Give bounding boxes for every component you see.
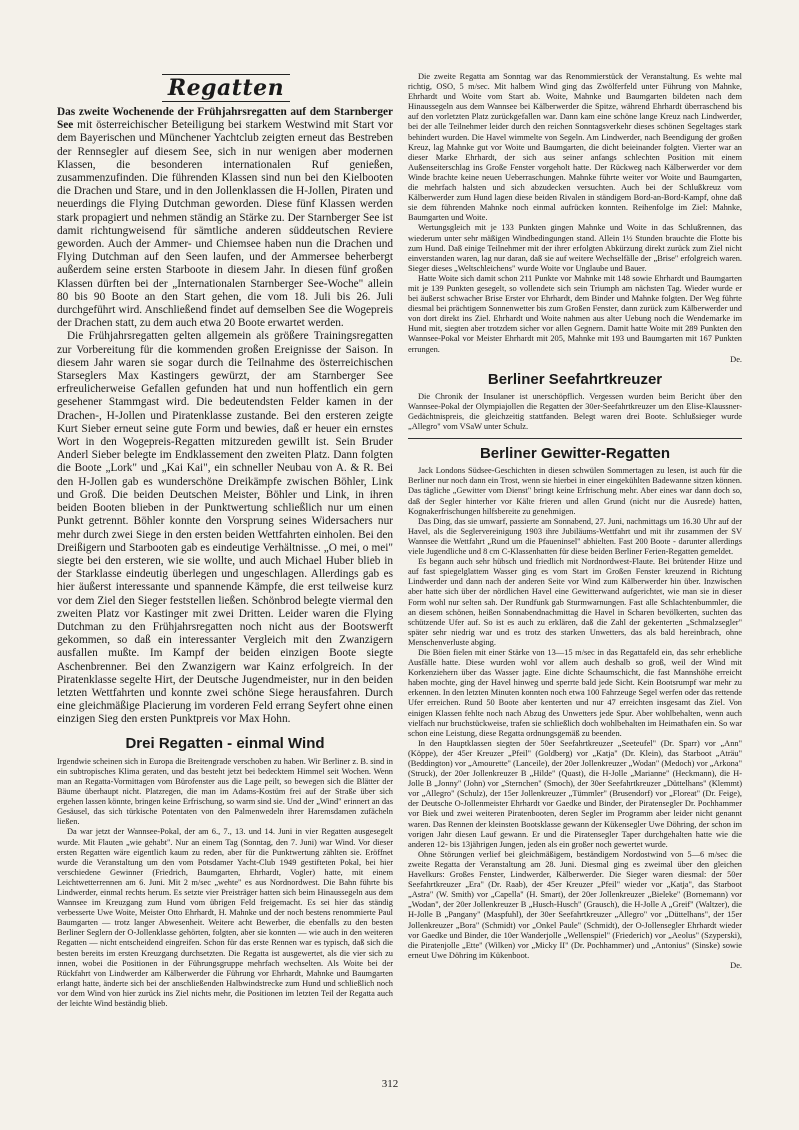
paragraph: Da war jetzt der Wannsee-Pokal, der am 6., 7., 13. und 14. Juni in vier Regatten ausgesegelt wurde. Mit Flauten „wie gehabt". Nur an einem Tag (Sonntag, den 7. Juni) war Wind. Vor dieser ersten Regatten wäre eigentlich kaum zu reden, aber für die Punktwertung zählten sie. Eröffnet wurde die Veranstaltung um den vom Potsdamer Yacht-Club 1949 gestifteten Pokal, bei hier verschiedene Gewinner (Friedrich, Baumgarten, Ehrhardt, Vogler) hatte, mit einem Leichtwetterrennen am 6. Juni. Mit 2 m/sec „wehte" es aus Nordnordwest. Die Bahn führte bis Lindwerder, einmal rechts herum. Es setzte vier Preisträger hatten sich beim Hinaussegeln aus dem Wannsee im Kreuzgang zum Hund vom übrigen Feld freigemacht. Es sei hier das ständig verbesserte Uwe Woite, Meister Otto Ehrhardt, H. Mahnke und der noch bestens renommierte Paul Baumgarten — trotz langer Abwesenheit. Weitere acht Bewerber, die ebenfalls zu den besten Berliner Seglern der O-Jollenklasse gehörten, folgten, aber sie konnten — wie auch in den weiteren Regatten — nicht entscheidend eingreifen. Schon für das erste Rennen war es typisch, daß sich die besten bereits im ersten Kreuzgang durchsetzten. Die Regatta ist ausgewertet, als die vier sich zu innen, wobei die Positionen in der Führungsgruppe mehrfach wechselten. Als Woite bei der Rückfahrt von Lindwerder am Kälberwerder die Führung vor Ehrhardt, Mahnke und Baumgarten erlangt hatte, änderte sich bei der anschließenden Halbwindstrecke zum Hund und schließlich noch vor dem Wind von hier zurück ins Ziel nichts mehr, die Positionen im letzten Teil der Regatta auch der leichte Wind beständig blieb.: [57, 827, 393, 1008]
divider: [408, 438, 742, 439]
logo-text: Regatten: [167, 75, 285, 101]
paragraph: Hatte Woite sich damit schon 211 Punkte vor Mahnke mit 148 sowie Ehrhardt und Baumgarten mit je 139 Punkten gesegelt, so vollendete sich sein Triumph am nächsten Tag. Wieder wurde er bei äußerst schwacher Brise Erster vor Ehrhardt, dem Binder und Mahnke folgten. Der Weg führte diesmal bei prächtigem Sonnenwetter bis zum Großen Fenster, dann zurück zum Kälberwerder und von dort direkt ins Ziel. Ehrhardt und Woite nahmen aus alter Uebung noch die Wendemarke im Hund mit, siegten aber trotzdem sicher vor allen Gegnern. Damit hatte Woite mit 289 Punkten den Wannsee-Pokal vor Meister Ehrhardt mit 205, Mahnke mit 193 und Baumgarten mit 167 Punkten errungen.: [408, 273, 742, 354]
paragraph: Ohne Störungen verlief bei gleichmäßigem, beständigem Nordostwind von 5—6 m/sec die zweite Regatta der Veranstaltung am 28. Juni. Diesmal ging es zweimal über den gleichen Havelkurs: Großes Fenster, Lindwerder, Kälberwerder. Die Sieger waren diesmal: der 50er Seefahrtkreuzer „Era" (Dr. Raab), der 45er Kreuzer „Pfeil" wieder vor „Katja", das Starboot „Astra" (W. Smith) vor „Capella" (H. Smart), der 20er Jollenkreuzer „Bieleke" (Bornemann) vor „Wodan", der 20er Jollenkreuzer B „Husch-Husch" (Grausch), die H-Jolle A „Greif" (Waltzer), die H-Jolle B „Pangany" (Maspfuhl), der 30er Seefahrtkreuzer „Allegro" vor „Düttelhans", der 15er Jollenkreuzer „Bora" (Schmidt) vor „Onkel Paule" (Schmidt), der O-Jollensegler Ehrhardt wieder vor Gaedke und Binder, die 10er Wanderjolle „Wellenspiel" (Friederich) vor „Aeolus" (Szyperski), die Piratenjolle „Ette" (Wilken) vor „Micky II" (Dr. Pochhammer) und „Antonius" (Sinske) sowie erneut Uwe Döhring im Kükenboot.: [408, 849, 742, 960]
author-sign: De.: [730, 354, 742, 364]
paragraph: In den Hauptklassen siegten der 50er Seefahrtkreuzer „Seeteufel" (Dr. Sparr) vor „Ann" (Köppe), der 45er Kreuzer „Pfeil" (Goldberg) vor „Katja" (Dr. Klein), das Starboot „Aträu" (Beddington) vor „Amourette" (Lanceile), der 20er Jollenkreuzer „Wodan" (Medoch) vor „Arkona" (Struck), der 20er Jollenkreuzer B „Hilde" (Quast), die H-Jolle „Marianne" (Heckmann), die H-Jolle B „Jonny" (John) vor „Sternchen" (Smoch), der 30er Seefahrtkreuzer „Düttelhans" (Klemmt) vor „Allegro" (Schulz), der 15er Jollenkreuzer „Tümmler" (Brusendorf) vor „Floreat" (Dr. Feige), der Deutsche O-Jollenmeister Ehrhardt vor Gaedke und Binder, der Piratensegler Dr. Pochhammer vor Biek und zwei weiteren Piratenbooten, deren Segler im Programm aber leider nicht genannt waren. Das Rennen der kleinsten Bootsklasse gewann der Kükensegler Uwe Döhring, der schon im vorigen Jahr diesen Lauf gewann. Er und die Piratensegler Taper durchgehalten hatte wie die anderen 12- bis 13jährigen Jungen, jeden als ein großer noch gewertet wurde.: [408, 738, 742, 849]
page-number: 312: [381, 1078, 399, 1090]
lead-body: mit österreichischer Beteiligung bei starkem Westwind mit Start vor dem Bayerischen und Münchener Yachtclub zeigten erneut das Bestreben der Rennsegler auf diesem See, sich in nur wenigen aber modernen Klassen, die besonderen internationalen Ruf genießen, zusammenzufinden. Die führenden Klassen sind nun bei den Kielbooten die Drachen und Stare, und in den Jollenklassen die H-Jollen, Piraten und neuerdings die Flying Dutchman geworden. Diese fünf Klassen werden stark propagiert und nehmen ständig an Stärke zu. Der Starnberger See ist damit richtungweisend für sämtliche anderen süddeutschen Reviere geworden. Auch der Ammer- und Chiemsee haben nun die Drachen und Flying Dutchman auf den Seen laufen, und der Ammersee beherbergt außerdem seine ersten Starboote in diesem Jahr. In diesen fünf großen Klassen dürften bei der „Internationalen Starnberger See-Woche" allein 80 bis 90 Boote an den Start gehen, die vom 18. Juli bis 26. Juli durchgeführt wird. Anschließend findet auf demselben See die Wogepreis der Drachen statt, zu dem auch etwa 20 Boote erwartet werden.: [57, 119, 393, 330]
left-column: [57, 106, 393, 1130]
article-body: [57, 757, 393, 1009]
paragraph: Das Ding, das sie umwarf, passierte am Sonnabend, 27. Juni, nachmittags um 16.30 Uhr auf der Havel, als die Seglervereinigung 1903 ihre Jubiläums-Wettfahrt und mit ihr zusammen der SV Wannsee die Wettfahrt „Rund um die Pfaueninsel" abhielten. Fast 200 Boote - darunter allerdings viele Jugendliche und 8 cm C-Klassenhatten für diese beiden Berliner Ferien-Regatten gemeldet.: [408, 516, 742, 557]
lead-paragraph: [57, 106, 393, 330]
article-heading: Drei Regatten - einmal Wind: [125, 734, 325, 752]
paragraph: Die Böen fielen mit einer Stärke von 13—15 m/sec in das Regattafeld ein, das sehr erhebliche Ausfälle hatte. Diese wurden wohl vor allem auch deshalb so groß, weil der Wind mit Korkenziehern über das Wasser jagte. Eine dichte Schaumschicht, die fast Mannshöhe erreicht haben mochte, ging der Havel hinweg und sperrte bald jede Sicht. Kein Bootsrumpf war mehr zu erkennen. In den letzten Minuten konnten noch etwa 100 Fahrzeuge Segel werfen oder das rettende Ufer erreichen. Rund 50 Boote aber kenterten und nur 47 erreichten insgesamt das Ziel. Von einigen Klassen fehlte noch nach Abzug des Unwetters jede Spur. Aber wohlbehalten, wenn auch vielfach nur bruchstückweise, trafen sie schließlich doch wohlbehalten im Heimathafen ein. So war schon eine Leistung, diese Regatta ordnungsgemäß zu beenden.: [408, 647, 742, 738]
paragraph: Die Chronik der Insulaner ist unerschöpflich. Vergessen wurden beim Bericht über den Wannsee-Pokal der Olympiajollen die Regatten der 30er-Seefahrtkreuzer um den Elise-Klaussner-Gedächtnispreis, die gleichzeitig stattfanden. Belegt waren drei Boote. Schlußsieger wurde „Allegro" vom VSaW unter Schulz.: [408, 391, 742, 432]
right-column: [408, 72, 742, 1096]
section-logo: [162, 74, 290, 102]
author-sign: De.: [730, 960, 742, 970]
paragraph: Jack Londons Südsee-Geschichten in diesen schwülen Sommertagen zu lesen, ist auch für die Berliner nur noch dann ein Trost, wenn sie hierbei in einer eingekühlten Badewanne sitzen können. Das tägliche „Gewitter vom Dienst" bringt keine Erfrischung mehr. Aber eines war dann doch so, daß der Segler hinterher vor Kälte frieren und allen Grund (nicht nur die Ausrede) hatten, Kognakerfrischungen hilfsbereite zu genehmigen.: [408, 466, 742, 516]
paragraph: Es begann auch sehr hübsch und friedlich mit Nordnordwest-Flaute. Bei brütender Hitze und auf fast spiegelglattem Wasser ging es vom Start im Großen Fenster kreuzend in Richtung Lindwerder und dann nach der anderen Seite vor Wind zum Kälberwerder hin über. Inzwischen aber hatte sich über der nördlichen Havel eine Gewitterwand aufgerichtet, wie man sie in dieser Form wohl nur selten sah. Der Rundfunk gab Sturmwarnungen. Fast alle Schlachtenbummler, die an diesem schönen, heißen Sonnabendnachmittag die Havel in Scharen bevölkerten, suchten das schützende Ufer auf. So ist es auch zu erklären, daß die Zahl der gekenterten „Schmalzsegler" später sehr niedrig war und es trotz des starken Unwetters, das als bald hereinbrach, ohne Menschenverluste abging.: [408, 557, 742, 647]
paragraph: Die Frühjahrsregatten gelten allgemein als größere Trainingsregatten zur Vorbereitung für die kommenden großen Ereignisse der Saison. In diesem Jahr waren sie sogar durch die Teilnahme des österreichischen Starseglers Max Kastingers gewürzt, der am Starnberger See erfreulicherweise Gefallen gefunden hat und nun hoffentlich ein gern gesehener Stammgast wird. Die bedeutendsten Felder kamen in der Drachen-, H-Jollen und Piratenklasse zustande. Bei den ersteren zeigte Kurt Sieber erneut seine gute Form und bewies, daß er heuer ein ernstes Wort in den Wogepreis-Regatten mitzureden gewillt ist. Sein Bruder Anderl Sieber belegte im Endklassement den zweiten Platz. Dann folgten die Boote „Lork" und „Kai Kai", ein schneller Neubau von A. & R. Bei den H-Jollen gab es wunderschöne Dreikämpfe zwischen Böhler, Link und Groß. Die beiden Deutschen Meister, Böhler und Link, in ihren beiden Booten blieben in der Punktwertung schließlich nur um einen Punkt getrennt. Böhler konnte den Vorsprung seines Widersachers nur mehr durch zwei Siege in den ersten beiden Wettfahrten einholen. Bei den Dreißigern und Starbooten gab es eindeutige Verhältnisse. „O mei, o mei" siegte bei den ersteren, wie sie wollte, und auch Michael Huber blieb in der Starklasse eindeutig überlegen und ungeschlagen. Allerdings gab es hier äußerst interessante und spannende Kämpfe, die erst teilweise kurz vor dem Ziel den Sieger feststellen ließen. Schönbrod belegte viermal den zweiten Platz vor Kastinger mit zwei Dritten. Leider waren die Flying Dutchman zu den Frühjahrsregatten noch nicht aus der Bootswerft gekommen, so daß ein interessanter Vergleich mit den Zwanzigern ausfallen mußte. Im Kampf der beiden einzigen Boote siegte Aschenbrenner. Bei den Zwanzigern war Kainz erfolgreich. In der Piratenklasse segelte Hirt, der Deutsche Jugendmeister, nur in den beiden letzten Wettfahrten und konnte zwei schöne Siege herausfahren. Durch eine gleichmäßige Placierung im vorderen Feld errang Seyfert ohne einen einzigen Sieg den ersten Punktpreis vor Max Hohn.: [57, 330, 393, 726]
lead-text: Das zweite Wochenende der Frühjahrsregatten auf dem Starnberger See: [57, 106, 393, 132]
article-heading: Berliner Seefahrtkreuzer: [487, 370, 663, 388]
paragraph: Wertungsgleich mit je 133 Punkten gingen Mahnke und Woite in das Schlußrennen, das wiederum unter sehr mäßigen Windbedingungen stand. Allein 1½ Stunden brauchte die Flotte bis zum Hund. Daß einige Teilnehmer mit der ihrer erfolgten Abkürzung direkt zurück zum Ziel nicht einverstanden waren, lag nur daran, daß sie auf weitere Wechselfälle der „Brise" erfolgreich waren. Sieger dieses „Weltschleichens" wurde Woite vor Unglaube und Bauer.: [408, 223, 742, 273]
paragraph: Irgendwie scheinen sich in Europa die Breitengrade verschoben zu haben. Wir Berliner z. B. sind in ein subtropisches Klima geraten, und das besteht jetzt bei bedecktem Himmel seit Wochen. Wenn man an Regatta-Vormittagen vom Bürofenster aus die Lage peilt, so bewegen sich die Blätter der Bäume überhaupt nicht. Platzregen, die man im Adams-Kostüm frei auf der Straße über sich ergehen lassen könnte, bringen keine Erfrischung, so warm sind sie. Und der „Wind" erinnert an das Gesäusel, das sich türkische Potentaten von den Palmenwedeln ihrer Haremsdamen zufächeln ließen.: [57, 756, 393, 827]
paragraph: Die zweite Regatta am Sonntag war das Renommierstück der Veranstaltung. Es wehte mal richtig, OSO, 5 m/sec. Mit halbem Wind ging das Zwölferfeld unter Führung von Mahnke, Ehrhardt und Woite vom Start ab. Woite, Mahnke und Baumgarten bildeten nach dem Hinaussegeln aus dem Wannsee bei Kälberwerder die Spitze, während Ehrhardt überraschend bis auf den vorletzten Platz zurückgefallen war. Dann kam eine schöne lange Kreuz nach Lindwerder, bei der alle Teilnehmer leider durch den reichen Sonntagsverkehr dieses schönen Segeltages stark behindert wurden. Die Havel wimmelte von Segeln. Am Lindwerder, nach Beendigung der großen Kreuz, lag Mahnke gut vor Woite und Baumgarten, die dicht beieinander folgten. Vierter war an dieser Marke Ehrhardt, der sich aus seiner anfangs schlechten Position mit einem Außenseiterschlag ins Große Fenster vorgeholt hatte. Der Rückweg nach Kälberwerder vor dem Winde brachte keine neuen Ueberraschungen. Mahnke führte weiter vor Woite und Baumgarten, die mehrfach halsten und sich abzudecken versuchten. Auch bei der Schlußkreuz vom Kälberwerder zum Hund lagen diese beiden Rivalen in ständigem Bord-an-Bord-Kampf, ohne daß sie dem führenden Mahnke noch einmal aufrücken konnten. Reihenfolge im Ziel: Mahnke, Baumgarten und Woite.: [408, 72, 742, 223]
article-heading: Berliner Gewitter-Regatten: [479, 445, 671, 463]
